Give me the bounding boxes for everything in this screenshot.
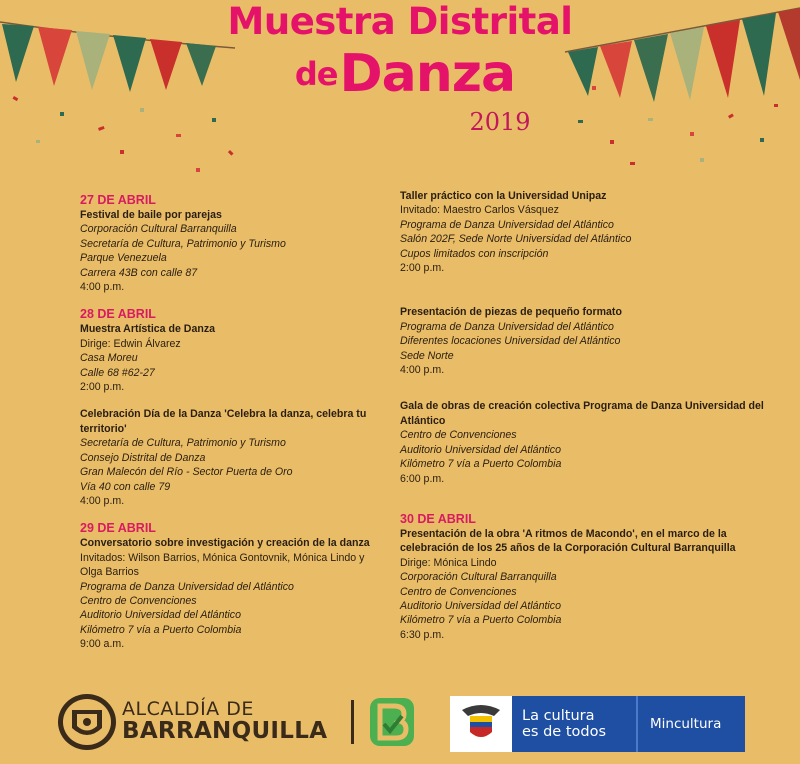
- event-title: Festival de baile por parejas: [80, 209, 222, 221]
- flag: [76, 31, 110, 90]
- day-block: [400, 189, 770, 486]
- event: [400, 189, 770, 275]
- event-detail: Kilómetro 7 vía a Puerto Colombia: [400, 614, 562, 627]
- event-detail: Invitado: Maestro Carlos Vásquez: [400, 204, 559, 217]
- event: [80, 208, 380, 294]
- title-line2: [260, 44, 550, 104]
- event-detail: Programa de Danza Universidad del Atlántico: [400, 218, 614, 231]
- event-detail: 4:00 p.m.: [80, 494, 125, 507]
- gov-tagline-line2: es de todos: [522, 724, 607, 740]
- date-heading: 28 DE ABRIL: [80, 307, 156, 322]
- footer: [0, 688, 800, 764]
- event-detail: Kilómetro 7 vía a Puerto Colombia: [400, 458, 562, 471]
- event-detail: Vía 40 con calle 79: [80, 480, 171, 493]
- event-detail: Carrera 43B con calle 87: [80, 266, 198, 279]
- event-detail: Dirige: Edwin Álvarez: [80, 337, 181, 350]
- event-title: Conversatorio sobre investigación y creación de la danza: [80, 537, 370, 550]
- colombia-coat-of-arms-panel: [450, 696, 512, 752]
- event-detail: Cupos limitados con inscripción: [400, 247, 549, 260]
- mincultura-label: Mincultura: [650, 716, 722, 732]
- event-detail: Casa Moreu: [80, 352, 138, 365]
- event-detail: 6:30 p.m.: [400, 628, 445, 641]
- event-detail: 4:00 p.m.: [400, 364, 445, 377]
- event: [80, 407, 380, 508]
- schedule-right-column: [400, 189, 770, 655]
- event: [400, 527, 770, 642]
- title-danza: Danza: [339, 44, 516, 104]
- event-detail: 4:00 p.m.: [80, 281, 125, 294]
- event-detail: Auditorio Universidad del Atlántico: [400, 443, 561, 456]
- event-detail: Auditorio Universidad del Atlántico: [80, 609, 241, 622]
- event: [400, 399, 770, 485]
- event-detail: Kilómetro 7 vía a Puerto Colombia: [80, 623, 242, 636]
- title-year: 2019: [469, 108, 531, 136]
- event-detail: Programa de Danza Universidad del Atlántico: [400, 320, 614, 333]
- event-title: Gala de obras de creación colectiva Programa de Danza Universidad del Atlántico: [400, 400, 764, 427]
- event-detail: 9:00 a.m.: [80, 638, 125, 651]
- flag: [150, 39, 182, 90]
- event: [400, 305, 770, 377]
- schedule-left-column: [80, 193, 380, 665]
- alcaldia-line2: BARRANQUILLA: [122, 718, 328, 744]
- event-detail: Centro de Convenciones: [400, 429, 517, 442]
- flag: [706, 20, 740, 98]
- event-title: Presentación de piezas de pequeño formato: [400, 306, 622, 319]
- colombia-coat-of-arms-icon: [450, 696, 512, 752]
- date-heading: 27 DE ABRIL: [80, 193, 156, 207]
- event-detail: Consejo Distrital de Danza: [80, 451, 206, 464]
- event-detail: Sede Norte: [400, 349, 454, 362]
- event-title: Taller práctico con la Universidad Unipaz: [400, 190, 607, 202]
- event-detail: Secretaría de Cultura, Patrimonio y Turismo: [80, 437, 286, 450]
- event-detail: Secretaría de Cultura, Patrimonio y Turismo: [80, 237, 286, 250]
- flag: [670, 27, 704, 100]
- gov-tagline: [522, 708, 606, 740]
- day-block: [400, 512, 770, 642]
- gov-tagline-line1: La cultura: [522, 708, 595, 724]
- event-detail: Centro de Convenciones: [400, 585, 517, 598]
- alcaldia-wordmark: [122, 698, 327, 744]
- event-detail: 6:00 p.m.: [400, 472, 445, 485]
- event-detail: 2:00 p.m.: [80, 381, 125, 394]
- title-de: de: [294, 55, 338, 93]
- event: [80, 322, 380, 394]
- event-detail: Parque Venezuela: [80, 252, 167, 265]
- flag: [634, 34, 668, 102]
- flag: [113, 35, 146, 92]
- event-title: Celebración Día de la Danza 'Celebra la danza, celebra tu territorio': [80, 408, 367, 435]
- day-block: [80, 521, 380, 651]
- event-detail: Corporación Cultural Barranquilla: [400, 571, 557, 584]
- gov-separator: [636, 696, 638, 752]
- mincultura-banner: [450, 696, 745, 752]
- event-detail: Invitados: Wilson Barrios, Mónica Gontovnik, Mónica Lindo y Olga Barrios: [80, 551, 365, 579]
- event-detail: Diferentes locaciones Universidad del Atlántico: [400, 335, 621, 348]
- event-detail: Centro de Convenciones: [80, 594, 197, 607]
- flag: [2, 24, 34, 82]
- event-detail: Calle 68 #62-27: [80, 366, 155, 379]
- title-line1: Muestra Distrital: [227, 0, 573, 43]
- footer-divider: [351, 700, 354, 744]
- event: [80, 536, 380, 651]
- date-heading: 29 DE ABRIL: [80, 521, 156, 536]
- flag: [38, 27, 72, 86]
- flag: [600, 41, 632, 98]
- event-detail: Auditorio Universidad del Atlántico: [400, 599, 561, 612]
- flag: [186, 43, 216, 86]
- flag: [742, 13, 776, 96]
- event-detail: Salón 202F, Sede Norte Universidad del Atlántico: [400, 233, 632, 246]
- day-block: [80, 193, 380, 294]
- event-detail: Corporación Cultural Barranquilla: [80, 223, 237, 236]
- event-title: Presentación de la obra 'A ritmos de Macondo', en el marco de la celebración de los 25 años de la Corporación Cultural Barranquilla: [400, 527, 736, 555]
- event-detail: Programa de Danza Universidad del Atlántico: [80, 580, 294, 593]
- barranquilla-shield-logo: [56, 692, 118, 752]
- date-heading: 30 DE ABRIL: [400, 511, 476, 526]
- day-block: [80, 307, 380, 508]
- flag: [778, 8, 800, 80]
- barranquilla-b-logo: [370, 698, 414, 746]
- event-detail: Gran Malecón del Río - Sector Puerta de Oro: [80, 466, 293, 479]
- event-title: Muestra Artística de Danza: [80, 323, 216, 336]
- event-detail: Dirige: Mónica Lindo: [400, 556, 497, 569]
- alcaldia-line1: ALCALDÍA DE: [122, 698, 254, 720]
- event-detail: 2:00 p.m.: [400, 262, 445, 275]
